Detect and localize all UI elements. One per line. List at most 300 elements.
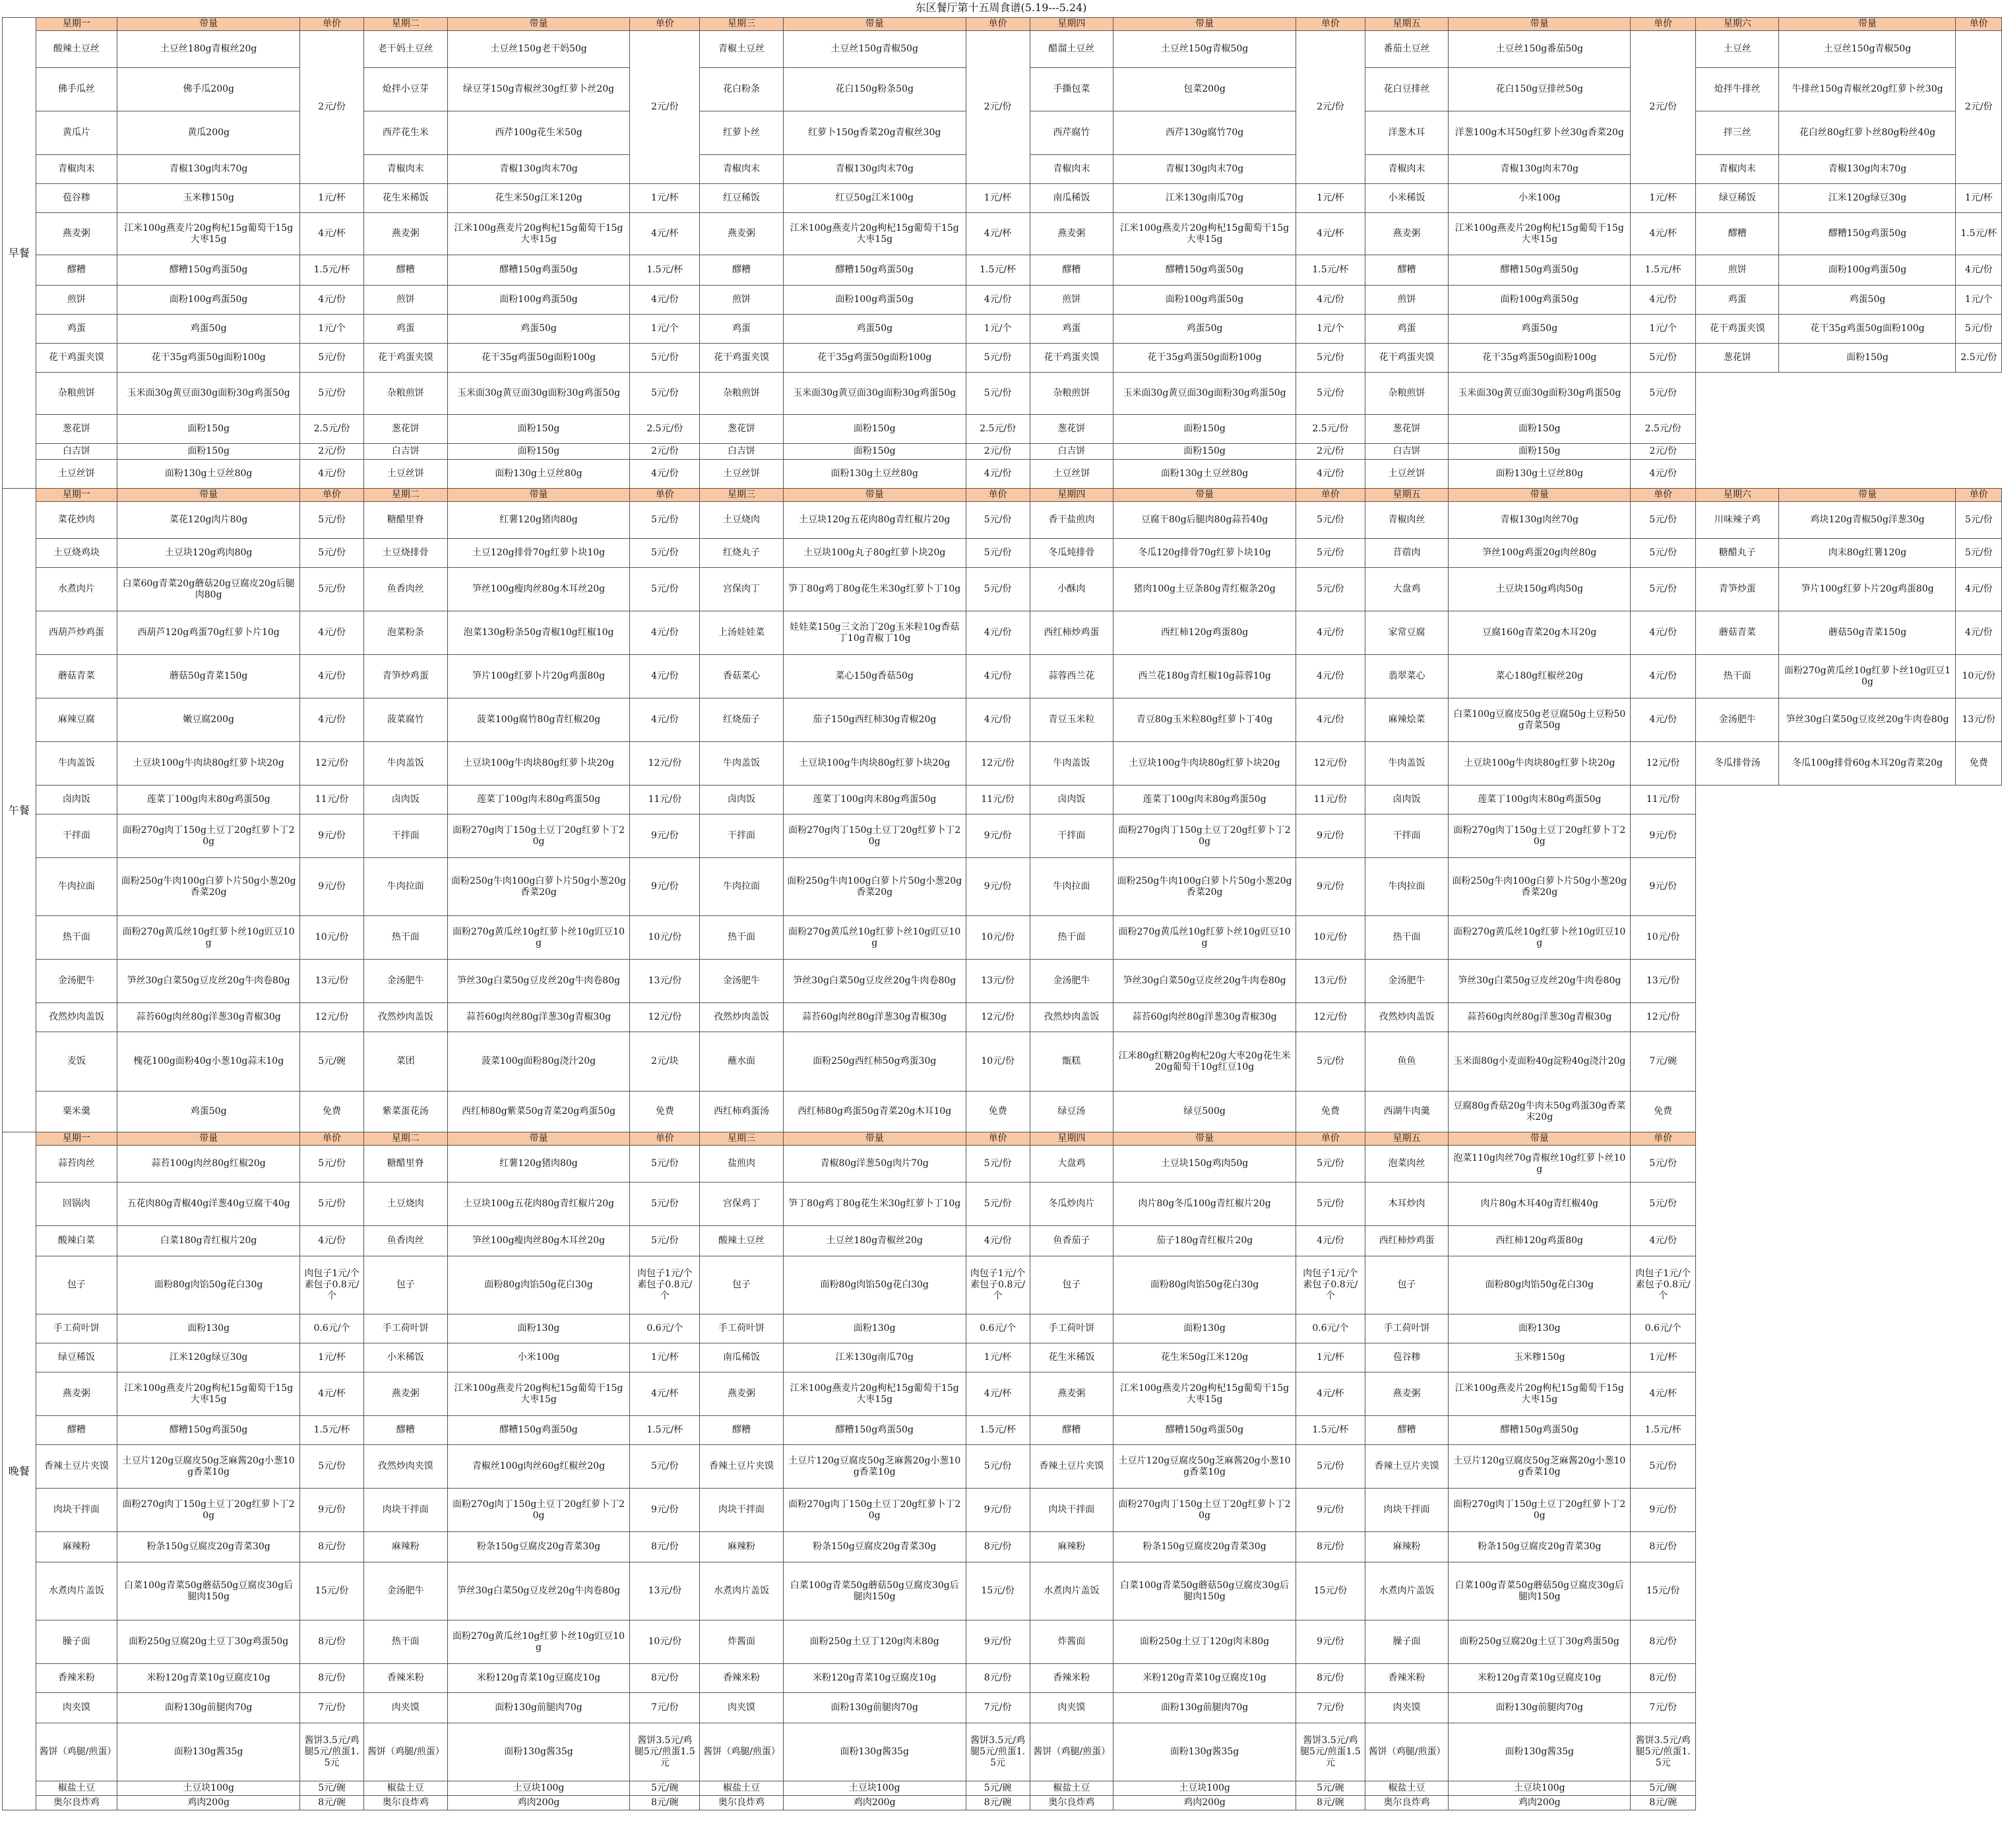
menu-body: [3, 18, 2002, 1810]
dish-name: 青椒肉末: [364, 155, 448, 184]
dish-quantity: 蒜苔100g肉丝80g红椒20g: [117, 1146, 300, 1183]
dish-quantity: 粉条150g豆腐皮20g青菜30g: [783, 1532, 966, 1562]
dish-quantity: 绿豆芽150g青椒丝30g红萝卜丝20g: [447, 68, 630, 111]
dish-name: 宫保鸡丁: [700, 1183, 784, 1226]
dish-price: 1元/杯: [1631, 1343, 1696, 1372]
dish-name: 川味辣子鸡: [1696, 502, 1779, 539]
dish-quantity: 面粉270g肉丁150g土豆丁20g红萝卜丁20g: [783, 1489, 966, 1532]
dish-quantity: 土豆片120g豆腐皮50g芝麻酱20g小葱10g香菜10g: [1113, 1445, 1296, 1489]
dish-name: 土豆丝饼: [36, 460, 117, 489]
dish-quantity: 面粉130g: [117, 1314, 300, 1343]
dish-price: 2元/块: [630, 1032, 700, 1092]
dish-price: 4元/份: [1296, 611, 1365, 655]
day-header: 星期四: [1030, 1132, 1113, 1146]
dish-name: 水煮肉片盖饭: [700, 1562, 784, 1620]
dish-price: 4元/份: [1296, 1226, 1365, 1256]
dish-price: 4元/份: [966, 1226, 1030, 1256]
menu-row: [3, 1489, 2002, 1532]
dish-name: 孜然炒肉盖饭: [1365, 1003, 1449, 1032]
empty-cell: [1696, 1416, 2002, 1445]
dish-quantity: 醪糟150g鸡蛋50g: [783, 255, 966, 286]
dish-quantity: 青椒130g肉末70g: [447, 155, 630, 184]
dish-price: 1元/个: [1631, 315, 1696, 344]
dish-quantity: 西芹100g花生米50g: [447, 111, 630, 155]
dish-name: 蘑菇青菜: [36, 655, 117, 698]
dish-name: 青椒肉丝: [1365, 502, 1449, 539]
dish-quantity: 土豆120g排骨70g红萝卜块10g: [447, 539, 630, 568]
dish-price: 4元/份: [966, 698, 1030, 742]
menu-row: [3, 1723, 2002, 1781]
dish-price: 2元/份: [630, 31, 700, 184]
dish-price: 12元/份: [300, 742, 364, 785]
dish-name: 孜然炒肉盖饭: [36, 1003, 117, 1032]
dish-price: 5元/份: [1631, 502, 1696, 539]
dish-quantity: 面粉130g土豆丝80g: [1449, 460, 1631, 489]
dish-price: 12元/份: [966, 742, 1030, 785]
dish-price: 2.5元/份: [1296, 415, 1365, 444]
weekly-menu-table: [2, 17, 2002, 1810]
dish-name: 牛肉拉面: [36, 858, 117, 916]
dish-price: 12元/份: [1296, 1003, 1365, 1032]
dish-name: 椒盐土豆: [364, 1781, 448, 1796]
dish-price: 8元/碗: [300, 1796, 364, 1810]
dish-name: 蘑菇青菜: [1696, 611, 1779, 655]
dish-name: 香辣米粉: [364, 1664, 448, 1693]
dish-name: 醪糟: [1696, 213, 1779, 255]
dish-quantity: 面粉270g黄瓜丝10g红萝卜丝10g豇豆10g: [447, 1620, 630, 1664]
dish-quantity: 土豆丝150g老干妈50g: [447, 31, 630, 68]
dish-name: 麻辣粉: [36, 1532, 117, 1562]
dish-price: 5元/份: [966, 344, 1030, 373]
dish-quantity: 面粉270g肉丁150g土豆丁20g红萝卜丁20g: [447, 815, 630, 858]
qty-header: 带量: [447, 489, 630, 502]
dish-quantity: 泡菜130g粉条50g青椒10g红椒10g: [447, 611, 630, 655]
dish-price: 1.5元/杯: [300, 255, 364, 286]
dish-quantity: 面粉270g肉丁150g土豆丁20g红萝卜丁20g: [1449, 815, 1631, 858]
day-header: 星期五: [1365, 1132, 1449, 1146]
dish-name: 牛肉盖饭: [36, 742, 117, 785]
dish-name: 葱花饼: [1030, 415, 1113, 444]
dish-price: 5元/份: [630, 568, 700, 611]
qty-header: 带量: [447, 18, 630, 31]
dish-quantity: 面粉130g: [447, 1314, 630, 1343]
dish-name: 肉夹馍: [36, 1693, 117, 1723]
dish-name: 红烧丸子: [700, 539, 784, 568]
dish-name: 热干面: [1696, 655, 1779, 698]
dish-price: 2元/份: [1296, 444, 1365, 460]
dish-quantity: 白菜60g青菜20g蘑菇20g豆腐皮20g后腿肉80g: [117, 568, 300, 611]
dish-quantity: 土豆丝150g番茄50g: [1449, 31, 1631, 68]
dish-name: 花干鸡蛋夹馍: [364, 344, 448, 373]
dish-name: 干拌面: [364, 815, 448, 858]
dish-quantity: 花生米50g江米120g: [447, 184, 630, 213]
dish-name: 香辣米粉: [1030, 1664, 1113, 1693]
dish-name: 包子: [1365, 1256, 1449, 1314]
dish-quantity: 土豆片120g豆腐皮50g芝麻酱20g小葱10g香菜10g: [783, 1445, 966, 1489]
dish-quantity: 江米100g燕麦片20g枸杞15g葡萄干15g大枣15g: [1449, 1372, 1631, 1416]
price-header: 单价: [1631, 1132, 1696, 1146]
dish-quantity: 小米100g: [447, 1343, 630, 1372]
dish-price: 肉包子1元/个素包子0.8元/个: [966, 1256, 1030, 1314]
dish-name: 南瓜稀饭: [700, 1343, 784, 1372]
dish-name: 肉夹馍: [700, 1693, 784, 1723]
menu-row: [3, 444, 2002, 460]
dish-name: 香辣米粉: [1365, 1664, 1449, 1693]
dish-name: 大盘鸡: [1365, 568, 1449, 611]
menu-row: [3, 1532, 2002, 1562]
dish-price: 13元/份: [1296, 960, 1365, 1003]
qty-header: 带量: [1779, 18, 1956, 31]
dish-quantity: 醪糟150g鸡蛋50g: [447, 1416, 630, 1445]
dish-name: 鱼香肉丝: [364, 1226, 448, 1256]
dish-quantity: 面粉270g黄瓜丝10g红萝卜丝10g豇豆10g: [1779, 655, 1956, 698]
dish-quantity: 蒜苔60g肉丝80g洋葱30g青椒30g: [1449, 1003, 1631, 1032]
dish-name: 椒盐土豆: [700, 1781, 784, 1796]
dish-quantity: 菜花120g肉片80g: [117, 502, 300, 539]
dish-price: 1元/杯: [966, 184, 1030, 213]
dish-quantity: 面粉270g肉丁150g土豆丁20g红萝卜丁20g: [1449, 1489, 1631, 1532]
dish-price: 10元/份: [630, 916, 700, 960]
dish-name: 泡菜肉丝: [1365, 1146, 1449, 1183]
dish-quantity: 面粉270g黄瓜丝10g红萝卜丝10g豇豆10g: [447, 916, 630, 960]
dish-name: 土豆丝饼: [364, 460, 448, 489]
dish-quantity: 红豆50g江米100g: [783, 184, 966, 213]
dish-quantity: 土豆块150g鸡肉50g: [1449, 568, 1631, 611]
dish-name: 椒盐土豆: [1030, 1781, 1113, 1796]
dish-quantity: 面粉250g豆腐20g土豆丁30g鸡蛋50g: [117, 1620, 300, 1664]
dish-price: 9元/份: [1296, 858, 1365, 916]
dish-price: 4元/杯: [966, 1372, 1030, 1416]
meal-label: 晚餐: [3, 1132, 36, 1810]
dish-name: 奥尔良炸鸡: [1030, 1796, 1113, 1810]
dish-name: 牛肉拉面: [700, 858, 784, 916]
dish-price: 9元/份: [630, 815, 700, 858]
dish-quantity: 土豆块100g: [447, 1781, 630, 1796]
dish-quantity: 面粉150g: [117, 415, 300, 444]
dish-name: 金汤肥牛: [1696, 698, 1779, 742]
dish-name: 酸辣土豆丝: [700, 1226, 784, 1256]
dish-name: 热干面: [36, 916, 117, 960]
price-header: 单价: [1296, 1132, 1365, 1146]
dish-price: 4元/份: [966, 286, 1030, 315]
dish-name: 红豆稀饭: [700, 184, 784, 213]
dish-price: 4元/份: [1631, 655, 1696, 698]
dish-quantity: 面粉270g黄瓜丝10g红萝卜丝10g豇豆10g: [783, 916, 966, 960]
empty-cell: [1696, 415, 2002, 444]
dish-name: 花干鸡蛋夹馍: [36, 344, 117, 373]
dish-name: 卤肉饭: [36, 785, 117, 815]
dish-name: 土豆烧肉: [364, 1183, 448, 1226]
dish-price: 10元/份: [630, 1620, 700, 1664]
dish-name: 金汤肥牛: [700, 960, 784, 1003]
dish-quantity: 小米100g: [1449, 184, 1631, 213]
empty-cell: [1696, 1092, 2002, 1132]
dish-quantity: 西芹130g腐竹70g: [1113, 111, 1296, 155]
dish-name: 奥尔良炸鸡: [364, 1796, 448, 1810]
dish-name: 酱饼（鸡腿/煎蛋）: [700, 1723, 784, 1781]
dish-price: 5元/份: [300, 568, 364, 611]
dish-price: 11元/份: [1631, 785, 1696, 815]
dish-price: 4元/份: [1631, 1226, 1696, 1256]
dish-price: 4元/杯: [630, 1372, 700, 1416]
dish-name: 杂粮煎饼: [1030, 373, 1113, 415]
dish-name: 鱼鱼: [1365, 1032, 1449, 1092]
dish-price: 5元/份: [630, 344, 700, 373]
dish-price: 2元/份: [1631, 31, 1696, 184]
dish-price: 13元/份: [1956, 698, 2002, 742]
dish-name: 奥尔良炸鸡: [36, 1796, 117, 1810]
dish-quantity: 面粉130g前腿肉70g: [783, 1693, 966, 1723]
dish-name: 花白豆排丝: [1365, 68, 1449, 111]
dish-name: 苞谷糁: [36, 184, 117, 213]
empty-cell: [1696, 1489, 2002, 1532]
dish-quantity: 花生米50g江米120g: [1113, 1343, 1296, 1372]
dish-quantity: 土豆块120g鸡肉80g: [117, 539, 300, 568]
dish-price: 4元/份: [630, 286, 700, 315]
menu-row: [3, 1032, 2002, 1092]
dish-price: 8元/份: [630, 1664, 700, 1693]
menu-row: [3, 858, 2002, 916]
dish-name: 牛肉盖饭: [364, 742, 448, 785]
dish-name: 菜团: [364, 1032, 448, 1092]
dish-price: 9元/份: [1631, 858, 1696, 916]
dish-quantity: 肉末80g红薯120g: [1779, 539, 1956, 568]
dish-name: 西红柿炒鸡蛋: [1365, 1226, 1449, 1256]
dish-price: 免费: [1296, 1092, 1365, 1132]
dish-price: 4元/杯: [300, 213, 364, 255]
menu-row: [3, 502, 2002, 539]
dish-name: 鸡蛋: [1365, 315, 1449, 344]
dish-name: 包子: [700, 1256, 784, 1314]
dish-quantity: 面粉150g: [783, 444, 966, 460]
dish-price: 4元/份: [300, 655, 364, 698]
qty-header: 带量: [447, 1132, 630, 1146]
dish-quantity: 江米100g燕麦片20g枸杞15g葡萄干15g大枣15g: [783, 213, 966, 255]
dish-quantity: 花干35g鸡蛋50g面粉100g: [447, 344, 630, 373]
dish-price: 15元/份: [1631, 1562, 1696, 1620]
dish-name: 肉块干拌面: [1365, 1489, 1449, 1532]
dish-name: 小酥肉: [1030, 568, 1113, 611]
dish-name: 土豆丝饼: [1030, 460, 1113, 489]
dish-price: 1元/杯: [1631, 184, 1696, 213]
dish-price: 12元/份: [630, 1003, 700, 1032]
empty-cell: [1696, 858, 2002, 916]
dish-quantity: 面粉270g黄瓜丝10g红萝卜丝10g豇豆10g: [1113, 916, 1296, 960]
dish-name: 孜然炒肉盖饭: [700, 1003, 784, 1032]
dish-quantity: 江米100g燕麦片20g枸杞15g葡萄干15g大枣15g: [783, 1372, 966, 1416]
dish-quantity: 青豆80g玉米粒80g红萝卜丁40g: [1113, 698, 1296, 742]
dish-price: 1元/个: [966, 315, 1030, 344]
dish-quantity: 猪肉100g土豆条80g青红椒条20g: [1113, 568, 1296, 611]
dish-name: 青椒肉末: [1696, 155, 1779, 184]
dish-name: 醪糟: [364, 1416, 448, 1445]
dish-quantity: 面粉100g鸡蛋50g: [1449, 286, 1631, 315]
dish-quantity: 面粉150g: [1113, 444, 1296, 460]
dish-quantity: 面粉100g鸡蛋50g: [117, 286, 300, 315]
dish-price: 13元/份: [630, 960, 700, 1003]
dish-price: 4元/份: [300, 611, 364, 655]
dish-quantity: 面粉100g鸡蛋50g: [1113, 286, 1296, 315]
menu-row: [3, 611, 2002, 655]
dish-price: 8元/份: [1296, 1532, 1365, 1562]
empty-cell: [1696, 1796, 2002, 1810]
dish-quantity: 青椒丝100g肉丝60g红椒丝20g: [447, 1445, 630, 1489]
dish-price: 4元/杯: [1631, 1372, 1696, 1416]
dish-name: 西红柿鸡蛋汤: [700, 1092, 784, 1132]
dish-price: 5元/份: [1631, 539, 1696, 568]
dish-price: 12元/份: [300, 1003, 364, 1032]
dish-price: 15元/份: [1296, 1562, 1365, 1620]
dish-quantity: 粉条150g豆腐皮20g青菜30g: [447, 1532, 630, 1562]
dish-price: 4元/杯: [300, 1372, 364, 1416]
dish-price: 10元/份: [966, 916, 1030, 960]
dish-quantity: 花干35g鸡蛋50g面粉100g: [1779, 315, 1956, 344]
dish-quantity: 土豆丝180g青椒丝20g: [783, 1226, 966, 1256]
menu-row: [3, 1562, 2002, 1620]
dish-quantity: 莲菜丁100g肉末80g鸡蛋50g: [1449, 785, 1631, 815]
dish-price: 7元/碗: [1631, 1032, 1696, 1092]
dish-price: 2.5元/份: [1956, 344, 2002, 373]
dish-price: 10元/份: [1631, 916, 1696, 960]
dish-quantity: 笋丝30g白菜50g豆皮丝20g牛肉卷80g: [1449, 960, 1631, 1003]
dish-name: 金汤肥牛: [1365, 960, 1449, 1003]
dish-name: 青笋炒鸡蛋: [364, 655, 448, 698]
dish-quantity: 面粉130g土豆丝80g: [447, 460, 630, 489]
dish-price: 2元/份: [1296, 31, 1365, 184]
dish-name: 牛肉拉面: [1365, 858, 1449, 916]
dish-price: 4元/杯: [1296, 213, 1365, 255]
day-header-row: [3, 1132, 2002, 1146]
dish-name: 奥尔良炸鸡: [700, 1796, 784, 1810]
dish-name: 黄瓜片: [36, 111, 117, 155]
dish-name: 上汤娃娃菜: [700, 611, 784, 655]
dish-price: 5元/份: [966, 373, 1030, 415]
dish-quantity: 玉米面30g黄豆面30g面粉30g鸡蛋50g: [117, 373, 300, 415]
dish-quantity: 花白150g粉条50g: [783, 68, 966, 111]
dish-name: 醪糟: [700, 255, 784, 286]
day-header: 星期一: [36, 18, 117, 31]
dish-price: 5元/份: [300, 539, 364, 568]
dish-quantity: 土豆丝150g青椒50g: [783, 31, 966, 68]
dish-name: 葱花饼: [1696, 344, 1779, 373]
dish-quantity: 花干35g鸡蛋50g面粉100g: [1449, 344, 1631, 373]
dish-quantity: 土豆丝150g青椒50g: [1779, 31, 1956, 68]
dish-name: 鱼香茄子: [1030, 1226, 1113, 1256]
dish-price: 5元/份: [300, 344, 364, 373]
dish-quantity: 面粉270g肉丁150g土豆丁20g红萝卜丁20g: [1113, 1489, 1296, 1532]
dish-price: 4元/杯: [1631, 213, 1696, 255]
dish-price: 5元/份: [630, 1146, 700, 1183]
dish-price: 7元/份: [1296, 1693, 1365, 1723]
dish-name: 燕麦粥: [1365, 213, 1449, 255]
menu-row: [3, 1796, 2002, 1810]
dish-name: 手工荷叶饼: [700, 1314, 784, 1343]
dish-name: 白吉饼: [364, 444, 448, 460]
dish-quantity: 莲菜丁100g肉末80g鸡蛋50g: [117, 785, 300, 815]
price-header: 单价: [966, 489, 1030, 502]
dish-price: 4元/份: [966, 655, 1030, 698]
dish-price: 免费: [1956, 742, 2002, 785]
day-header: 星期四: [1030, 18, 1113, 31]
dish-quantity: 玉米面80g小麦面粉40g淀粉40g浇汁20g: [1449, 1032, 1631, 1092]
dish-quantity: 醪糟150g鸡蛋50g: [1113, 1416, 1296, 1445]
dish-quantity: 面粉100g鸡蛋50g: [783, 286, 966, 315]
menu-row: [3, 1146, 2002, 1183]
dish-quantity: 土豆块100g牛肉块80g红萝卜块20g: [447, 742, 630, 785]
dish-name: 冬瓜排骨汤: [1696, 742, 1779, 785]
dish-name: 干拌面: [1030, 815, 1113, 858]
dish-name: 燕麦粥: [700, 213, 784, 255]
dish-price: 酱饼3.5元/鸡腿5元/煎蛋1.5元: [966, 1723, 1030, 1781]
dish-quantity: 醪糟150g鸡蛋50g: [1449, 1416, 1631, 1445]
qty-header: 带量: [1779, 489, 1956, 502]
dish-quantity: 白菜100g青菜50g蘑菇50g豆腐皮30g后腿肉150g: [783, 1562, 966, 1620]
dish-name: 臊子面: [1365, 1620, 1449, 1664]
dish-quantity: 面粉80g肉馅50g花白30g: [1449, 1256, 1631, 1314]
dish-price: 1.5元/杯: [1956, 213, 2002, 255]
dish-price: 9元/份: [1631, 815, 1696, 858]
dish-price: 9元/份: [630, 858, 700, 916]
menu-row: [3, 1664, 2002, 1693]
dish-price: 4元/份: [1956, 568, 2002, 611]
menu-row: [3, 1256, 2002, 1314]
dish-name: 麻辣粉: [1030, 1532, 1113, 1562]
dish-quantity: 笋丁80g鸡丁80g花生米30g红萝卜丁10g: [783, 1183, 966, 1226]
dish-quantity: 笋丝30g白菜50g豆皮丝20g牛肉卷80g: [447, 1562, 630, 1620]
dish-quantity: 土豆块100g五花肉80g青红椒片20g: [447, 1183, 630, 1226]
dish-name: 菠菜腐竹: [364, 698, 448, 742]
dish-quantity: 粉条150g豆腐皮20g青菜30g: [1113, 1532, 1296, 1562]
dish-name: 牛肉拉面: [364, 858, 448, 916]
dish-price: 2元/份: [630, 444, 700, 460]
dish-quantity: 粉条150g豆腐皮20g青菜30g: [1449, 1532, 1631, 1562]
dish-price: 12元/份: [1631, 1003, 1696, 1032]
dish-quantity: 西红柿80g紫菜50g青菜20g鸡蛋50g: [447, 1092, 630, 1132]
dish-price: 5元/份: [630, 1226, 700, 1256]
dish-quantity: 鸡肉200g: [1449, 1796, 1631, 1810]
dish-price: 12元/份: [1296, 742, 1365, 785]
dish-quantity: 花干35g鸡蛋50g面粉100g: [117, 344, 300, 373]
dish-name: 煎饼: [1696, 255, 1779, 286]
dish-name: 香干盐煎肉: [1030, 502, 1113, 539]
dish-price: 10元/份: [300, 916, 364, 960]
dish-name: 卤肉饭: [700, 785, 784, 815]
dish-quantity: 醪糟150g鸡蛋50g: [1779, 213, 1956, 255]
dish-quantity: 面粉130g: [783, 1314, 966, 1343]
day-header: 星期一: [36, 489, 117, 502]
dish-name: 香辣土豆片夹馍: [36, 1445, 117, 1489]
dish-price: 1.5元/杯: [1296, 255, 1365, 286]
menu-row: [3, 1416, 2002, 1445]
dish-name: 青椒土豆丝: [700, 31, 784, 68]
dish-name: 醪糟: [364, 255, 448, 286]
dish-quantity: 鸡蛋50g: [117, 1092, 300, 1132]
dish-price: 免费: [966, 1092, 1030, 1132]
price-header: 单价: [1296, 18, 1365, 31]
dish-price: 1.5元/杯: [966, 255, 1030, 286]
dish-name: 醪糟: [1030, 255, 1113, 286]
dish-quantity: 白菜100g豆腐皮50g老豆腐50g土豆粉50g青菜50g: [1449, 698, 1631, 742]
dish-name: 鸡蛋: [36, 315, 117, 344]
menu-row: [3, 655, 2002, 698]
dish-name: 小米稀饭: [1365, 184, 1449, 213]
dish-name: 干拌面: [700, 815, 784, 858]
dish-name: 鸡蛋: [700, 315, 784, 344]
menu-row: [3, 1445, 2002, 1489]
dish-price: 1元/个: [1296, 315, 1365, 344]
dish-price: 8元/碗: [966, 1796, 1030, 1810]
dish-name: 孜然炒肉盖饭: [1030, 1003, 1113, 1032]
